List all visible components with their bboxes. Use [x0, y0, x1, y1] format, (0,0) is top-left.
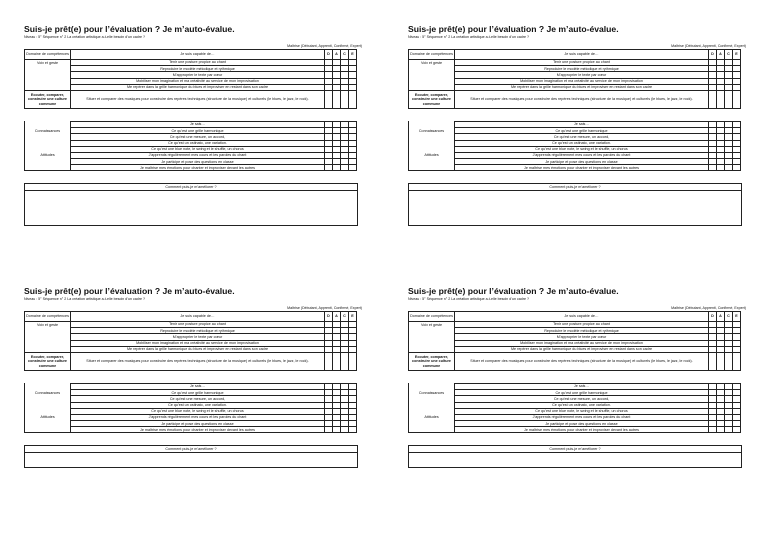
sheet-subtitle: Niveau : 5° Séquence n° 2 La création artistique a-t-elle besoin d’un cadre ? [24, 297, 145, 301]
level-e-header: E [349, 312, 357, 322]
item-cell: J’apprends régulièrement mes cours et les paroles du chant [71, 152, 325, 158]
table-header-row [409, 312, 741, 322]
improvement-box [408, 445, 742, 468]
group-label: Connaissances [409, 390, 455, 396]
skill-cell: Mobiliser mon imagination et ma créativité au service de mon improvisation [455, 78, 709, 84]
level-checkbox[interactable] [717, 165, 725, 171]
level-checkbox[interactable] [733, 165, 741, 171]
level-checkbox[interactable] [341, 90, 349, 108]
level-checkbox[interactable] [733, 90, 741, 108]
level-checkbox[interactable] [733, 352, 741, 370]
level-checkbox[interactable] [325, 165, 333, 171]
competences-table [24, 311, 357, 371]
improvement-answer-area[interactable] [409, 191, 741, 225]
domain-cell: Voix et geste [25, 322, 71, 328]
self-assessment-sheet [24, 24, 364, 226]
item-cell: Je maîtrise mes émotions pour chanter et improviser devant les autres [455, 427, 709, 433]
knowledge-header: Je sais… [455, 383, 709, 389]
skill-cell: Me repérer dans la grille harmonique du blues et improviser en restant dans son cadre [455, 84, 709, 90]
level-c-header: C [725, 50, 733, 60]
group-label: Attitudes [25, 414, 71, 420]
skill-cell: M’approprier le texte par cœur [455, 334, 709, 340]
level-a-header: A [717, 312, 725, 322]
group-label: Attitudes [25, 152, 71, 158]
level-checkbox[interactable] [349, 90, 357, 108]
knowledge-table [408, 383, 741, 434]
item-cell: Ce qu’est une grille harmonique [455, 128, 709, 134]
sheet-subtitle: Niveau : 5° Séquence n° 2 La création artistique a-t-elle besoin d’un cadre ? [24, 35, 145, 39]
improvement-header: Comment puis-je m’améliorer ? [25, 446, 357, 453]
domain-header: Domaine de compétences [25, 312, 71, 322]
item-cell: Ce qu’est une blue note, le swing et le shuffle, un chorus [71, 408, 325, 414]
table-row [409, 427, 741, 433]
level-e-header: E [349, 50, 357, 60]
table-row [409, 165, 741, 171]
table-row [409, 352, 741, 370]
group-label: Attitudes [409, 152, 455, 158]
item-cell: Ce qu’est une mesure, un accord, [455, 134, 709, 140]
item-cell: J’apprends régulièrement mes cours et les paroles du chant [455, 152, 709, 158]
knowledge-header: Je sais… [71, 383, 325, 389]
item-cell: Je maîtrise mes émotions pour chanter et improviser devant les autres [455, 165, 709, 171]
level-e-header: E [733, 312, 741, 322]
capable-header: Je suis capable de… [455, 50, 709, 60]
level-checkbox[interactable] [325, 427, 333, 433]
skill-cell: Tenir une posture propice au chant [71, 60, 325, 66]
knowledge-table [24, 383, 357, 434]
table-row [25, 90, 357, 108]
group-label: Connaissances [25, 128, 71, 134]
level-checkbox[interactable] [709, 352, 717, 370]
competences-table [408, 311, 741, 371]
level-checkbox[interactable] [349, 427, 357, 433]
item-cell: Ce qu’est une blue note, le swing et le shuffle, un chorus [455, 408, 709, 414]
self-assessment-sheet [408, 286, 748, 468]
mastery-legend: Maîtrise (Débutant, Apprenti, Confirmé, Expert) [671, 44, 746, 48]
level-checkbox[interactable] [341, 352, 349, 370]
group-label: Connaissances [409, 128, 455, 134]
skill-cell: Tenir une posture propice au chant [455, 322, 709, 328]
skill-cell: Situer et comparer des musiques pour construire des repères techniques (structure de la musique) et culturels (le blues, le jazz, le rock). [455, 90, 709, 108]
skill-cell: M’approprier le texte par cœur [455, 72, 709, 78]
level-a-header: A [717, 50, 725, 60]
group-label: Connaissances [25, 390, 71, 396]
knowledge-table [408, 121, 741, 172]
table-header-row [409, 50, 741, 60]
skill-cell: M’approprier le texte par cœur [71, 72, 325, 78]
domain-cell: Ecouter, comparer, construire une culture commune [409, 352, 455, 370]
domain-cell: Voix et geste [409, 60, 455, 66]
skill-cell: Me repérer dans la grille harmonique du blues et improviser en restant dans son cadre [71, 346, 325, 352]
table-row [25, 165, 357, 171]
table-header-row [25, 50, 357, 60]
domain-header: Domaine de compétences [25, 50, 71, 60]
self-assessment-sheet [24, 286, 364, 468]
item-cell: Je maîtrise mes émotions pour chanter et improviser devant les autres [71, 165, 325, 171]
level-checkbox[interactable] [349, 352, 357, 370]
self-assessment-sheet [408, 24, 748, 226]
group-label: Attitudes [409, 414, 455, 420]
table-row [409, 90, 741, 108]
level-d-header: D [709, 50, 717, 60]
competences-table [408, 49, 741, 109]
item-cell: Ce qu’est une grille harmonique [71, 128, 325, 134]
item-cell: Ce qu’est une mesure, un accord, [71, 396, 325, 402]
item-cell: Je participe et pose des questions en classe [455, 421, 709, 427]
level-checkbox[interactable] [349, 165, 357, 171]
level-checkbox[interactable] [717, 352, 725, 370]
improvement-answer-area[interactable] [409, 453, 741, 467]
level-checkbox[interactable] [709, 90, 717, 108]
level-checkbox[interactable] [725, 165, 733, 171]
level-checkbox[interactable] [709, 165, 717, 171]
skill-cell: Me repérer dans la grille harmonique du blues et improviser en restant dans son cadre [455, 346, 709, 352]
sheet-subtitle: Niveau : 5° Séquence n° 2 La création artistique a-t-elle besoin d’un cadre ? [408, 297, 529, 301]
domain-cell: Voix et geste [25, 60, 71, 66]
improvement-header: Comment puis-je m’améliorer ? [25, 184, 357, 191]
domain-cell: Ecouter, comparer, construire une culture commune [25, 90, 71, 108]
domain-header: Domaine de compétences [409, 50, 455, 60]
level-checkbox[interactable] [725, 352, 733, 370]
item-cell: Ce qu’est une blue note, le swing et le shuffle, un chorus [455, 146, 709, 152]
improvement-box [24, 183, 358, 226]
skill-cell: Situer et comparer des musiques pour construire des repères techniques (structure de la musique) et culturels (le blues, le jazz, le rock). [71, 90, 325, 108]
level-checkbox[interactable] [717, 90, 725, 108]
domain-cell: Voix et geste [409, 322, 455, 328]
improvement-box [24, 445, 358, 468]
level-checkbox[interactable] [341, 427, 349, 433]
level-checkbox[interactable] [325, 90, 333, 108]
level-d-header: D [325, 50, 333, 60]
skill-cell: Me repérer dans la grille harmonique du blues et improviser en restant dans son cadre [71, 84, 325, 90]
level-a-header: A [333, 50, 341, 60]
item-cell: Ce qu’est une blue note, le swing et le shuffle, un chorus [71, 146, 325, 152]
domain-cell: Ecouter, comparer, construire une culture commune [409, 90, 455, 108]
level-c-header: C [341, 50, 349, 60]
capable-header: Je suis capable de… [71, 312, 325, 322]
item-cell: Ce qu’est une grille harmonique [71, 390, 325, 396]
item-cell: Je participe et pose des questions en classe [71, 421, 325, 427]
improvement-answer-area[interactable] [25, 453, 357, 467]
item-cell: J’apprends régulièrement mes cours et les paroles du chant [455, 414, 709, 420]
item-cell: Ce qu’est une grille harmonique [455, 390, 709, 396]
table-row [25, 427, 357, 433]
level-checkbox[interactable] [733, 427, 741, 433]
knowledge-table [24, 121, 357, 172]
improvement-header: Comment puis-je m’améliorer ? [409, 446, 741, 453]
level-a-header: A [333, 312, 341, 322]
competences-table [24, 49, 357, 109]
level-c-header: C [725, 312, 733, 322]
capable-header: Je suis capable de… [71, 50, 325, 60]
item-cell: J’apprends régulièrement mes cours et les paroles du chant [71, 414, 325, 420]
level-d-header: D [325, 312, 333, 322]
level-checkbox[interactable] [333, 427, 341, 433]
improvement-header: Comment puis-je m’améliorer ? [409, 184, 741, 191]
level-d-header: D [709, 312, 717, 322]
improvement-answer-area[interactable] [25, 191, 357, 225]
skill-cell: Reproduire le modèle mélodique et rythmique [71, 66, 325, 72]
skill-cell: Tenir une posture propice au chant [455, 60, 709, 66]
level-checkbox[interactable] [717, 427, 725, 433]
table-row [25, 352, 357, 370]
item-cell: Ce qu’est une mesure, un accord, [71, 134, 325, 140]
capable-header: Je suis capable de… [455, 312, 709, 322]
skill-cell: Reproduire le modèle mélodique et rythmique [71, 328, 325, 334]
level-checkbox[interactable] [341, 165, 349, 171]
level-checkbox[interactable] [333, 165, 341, 171]
domain-header: Domaine de compétences [409, 312, 455, 322]
sheet-title: Suis-je prêt(e) pour l’évaluation ? Je m’auto-évalue. [408, 286, 619, 296]
knowledge-header: Je sais… [71, 121, 325, 127]
skill-cell: Mobiliser mon imagination et ma créativité au service de mon improvisation [71, 78, 325, 84]
sheet-title: Suis-je prêt(e) pour l’évaluation ? Je m’auto-évalue. [24, 24, 235, 34]
item-cell: Ce qu’est un ostinato, une variation. [71, 402, 325, 408]
skill-cell: Reproduire le modèle mélodique et rythmique [455, 66, 709, 72]
domain-cell: Ecouter, comparer, construire une culture commune [25, 352, 71, 370]
mastery-legend: Maîtrise (Débutant, Apprenti, Confirmé, Expert) [287, 44, 362, 48]
improvement-box [408, 183, 742, 226]
level-checkbox[interactable] [325, 352, 333, 370]
item-cell: Ce qu’est un ostinato, une variation. [455, 140, 709, 146]
skill-cell: Mobiliser mon imagination et ma créativité au service de mon improvisation [455, 340, 709, 346]
level-checkbox[interactable] [725, 427, 733, 433]
item-cell: Ce qu’est un ostinato, une variation. [71, 140, 325, 146]
level-checkbox[interactable] [709, 427, 717, 433]
mastery-legend: Maîtrise (Débutant, Apprenti, Confirmé, Expert) [671, 306, 746, 310]
level-e-header: E [733, 50, 741, 60]
skill-cell: Situer et comparer des musiques pour construire des repères techniques (structure de la musique) et culturels (le blues, le jazz, le rock). [71, 352, 325, 370]
skill-cell: Situer et comparer des musiques pour construire des repères techniques (structure de la musique) et culturels (le blues, le jazz, le rock). [455, 352, 709, 370]
item-cell: Ce qu’est une mesure, un accord, [455, 396, 709, 402]
item-cell: Je maîtrise mes émotions pour chanter et improviser devant les autres [71, 427, 325, 433]
knowledge-header: Je sais… [455, 121, 709, 127]
sheet-subtitle: Niveau : 5° Séquence n° 2 La création artistique a-t-elle besoin d’un cadre ? [408, 35, 529, 39]
level-c-header: C [341, 312, 349, 322]
skill-cell: Tenir une posture propice au chant [71, 322, 325, 328]
level-checkbox[interactable] [725, 90, 733, 108]
level-checkbox[interactable] [333, 90, 341, 108]
level-checkbox[interactable] [333, 352, 341, 370]
mastery-legend: Maîtrise (Débutant, Apprenti, Confirmé, Expert) [287, 306, 362, 310]
skill-cell: Mobiliser mon imagination et ma créativité au service de mon improvisation [71, 340, 325, 346]
skill-cell: M’approprier le texte par cœur [71, 334, 325, 340]
sheet-title: Suis-je prêt(e) pour l’évaluation ? Je m’auto-évalue. [408, 24, 619, 34]
table-header-row [25, 312, 357, 322]
item-cell: Ce qu’est un ostinato, une variation. [455, 402, 709, 408]
item-cell: Je participe et pose des questions en classe [455, 159, 709, 165]
item-cell: Je participe et pose des questions en classe [71, 159, 325, 165]
sheet-title: Suis-je prêt(e) pour l’évaluation ? Je m’auto-évalue. [24, 286, 235, 296]
skill-cell: Reproduire le modèle mélodique et rythmique [455, 328, 709, 334]
